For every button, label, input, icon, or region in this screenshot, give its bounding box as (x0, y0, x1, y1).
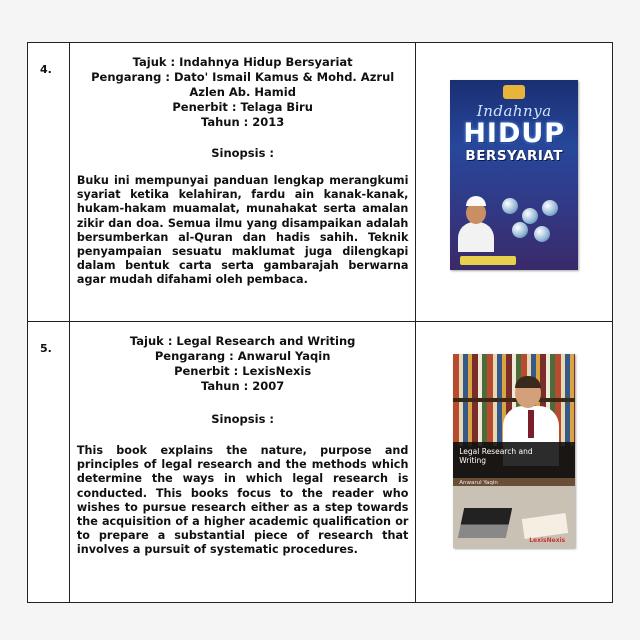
row-number: 5. (28, 322, 70, 603)
row-number: 4. (28, 43, 70, 322)
book-author: Pengarang : Anwarul Yaqin (154, 349, 331, 363)
synopsis-heading: Sinopsis : (211, 146, 275, 160)
bookshelf-icon (453, 354, 575, 398)
table-row (28, 322, 613, 603)
cover-big-title: HIDUP (463, 118, 566, 149)
book-author-continued: Azlen Ab. Hamid (189, 85, 296, 99)
cover-title-line: Writing (459, 456, 486, 465)
cover-subtitle: BERSYARIAT (465, 148, 563, 164)
book-author: Pengarang : Dato' Ismail Kamus & Mohd. Azrul (91, 70, 395, 84)
book-cover-image (453, 354, 575, 548)
cover-title-line: Legal Research and (459, 447, 533, 456)
book-title: Tajuk : Legal Research and Writing (129, 334, 356, 348)
book-year: Tahun : 2007 (201, 379, 285, 393)
author-portrait-icon (458, 194, 494, 252)
book-table (27, 42, 613, 603)
synopsis-text: This book explains the nature, purpose and principles of legal research and the methods which determine the ways in which legal research is conducted. This books focus to the reader who wishes to pursue research either as a step towards the acquisition of a higher academic qualification or to prepare a substantial piece of research that involves a pursuit of systematic procedures. (76, 444, 409, 557)
book-meta (77, 334, 409, 394)
book-year: Tahun : 2013 (201, 115, 285, 129)
laptop-icon (458, 508, 512, 538)
book-publisher: Penerbit : Telaga Biru (172, 100, 313, 114)
book-meta (77, 55, 409, 130)
book-title: Tajuk : Indahnya Hidup Bersyariat (132, 55, 353, 69)
synopsis-heading: Sinopsis : (211, 412, 275, 426)
synopsis-text: Buku ini mempunyai panduan lengkap merangkumi syariat ketika kelahiran, fardu ain kanak-kanak, hukam-hakam muamalat, munahakat serta amalan zikir dan doa. Semua ilmu yang disampaikan adalah bersumberkan al-Quran dan hadis sahih. Teknik penyampaian sesuatu maklumat juga dilengkapi dalam bentuk carta serta gambarajah berwarna agar mudah difahami oleh pembaca. (76, 174, 409, 287)
table-row (28, 43, 613, 322)
book-cover-image (450, 80, 578, 270)
cover-cell (416, 43, 613, 322)
book-publisher: Penerbit : LexisNexis (174, 364, 312, 378)
cover-author-bar (460, 256, 516, 265)
publisher-logo: LexisNexis (529, 537, 566, 544)
cover-script-title: Indahnya (476, 102, 552, 120)
cover-author: Anwarul Yaqin (459, 480, 498, 486)
book-info (69, 43, 416, 322)
cover-title-band (453, 442, 575, 478)
cover-badge-icon (503, 85, 525, 99)
cover-cell (416, 322, 613, 603)
book-info (69, 322, 416, 603)
